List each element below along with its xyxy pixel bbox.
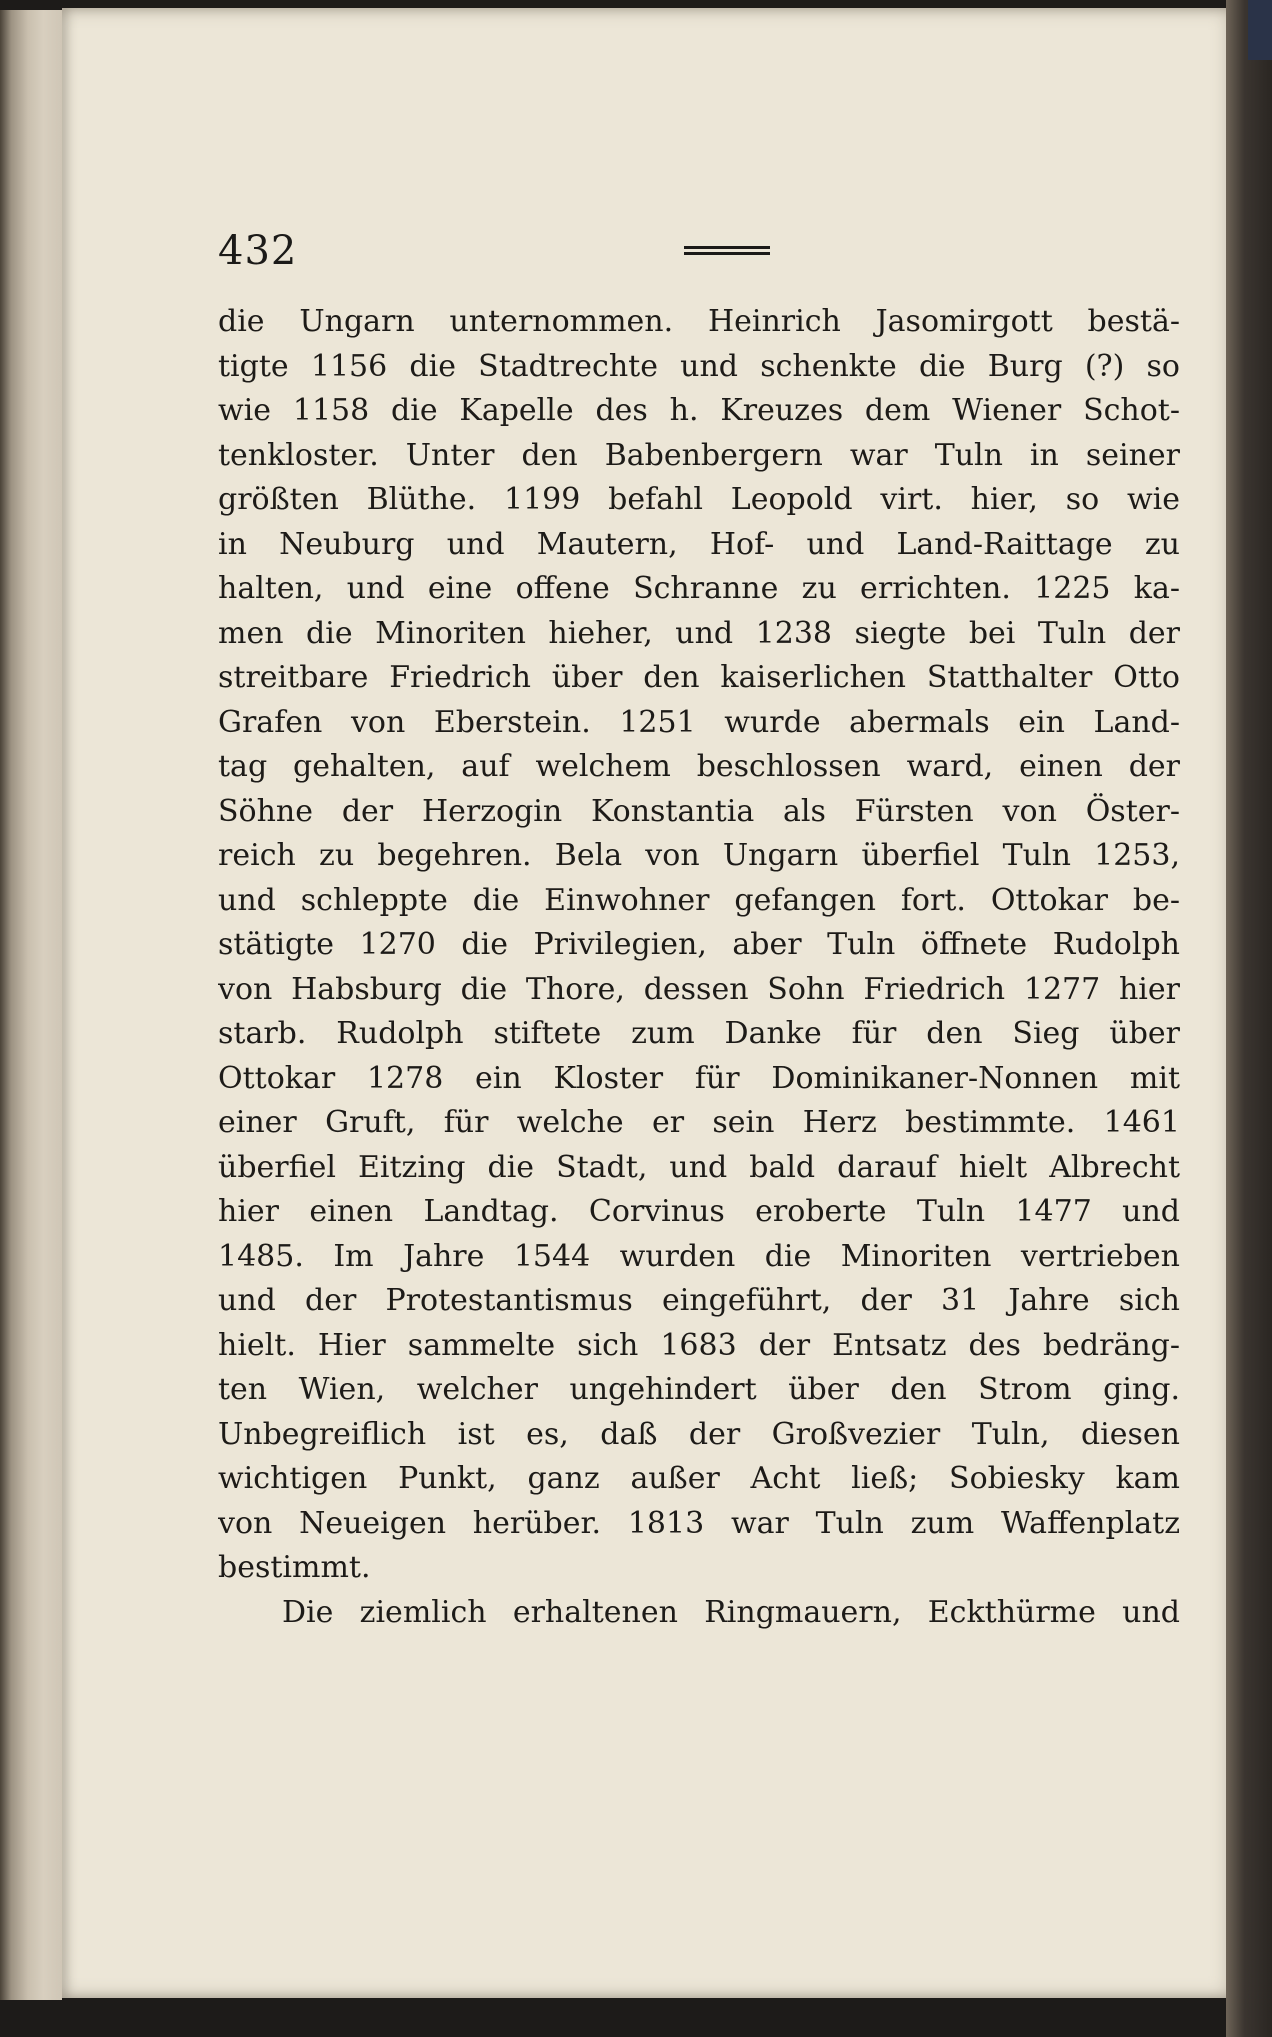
text-line: hielt. Hier sammelte sich 1683 der Entsatz des bedräng- xyxy=(218,1327,1180,1363)
text-line: starb. Rudolph stiftete zum Danke für den Sieg über xyxy=(218,1016,1180,1051)
text-line: Unbegreiflich ist es, daß der Großvezier Tuln, diesen xyxy=(218,1416,1180,1452)
text-line: einer Gruft, für welche er sein Herz bestimmte. 1461 xyxy=(218,1105,1180,1140)
text-line: hier einen Landtag. Corvinus eroberte Tuln 1477 und xyxy=(218,1194,1180,1229)
text-line: größten Blüthe. 1199 befahl Leopold virt. hier, so wie xyxy=(218,482,1180,517)
text-line: Grafen von Eberstein. 1251 wurde abermals ein Land- xyxy=(218,704,1180,740)
text-line: ten Wien, welcher ungehindert über den Strom ging. xyxy=(218,1372,1180,1407)
book-gutter xyxy=(1226,0,1272,2037)
text-line: Söhne der Herzogin Konstantia als Fürsten von Öster- xyxy=(218,793,1180,829)
text-line: überfiel Eitzing die Stadt, und bald darauf hielt Albrecht xyxy=(218,1149,1180,1185)
text-line: wichtigen Punkt, ganz außer Acht ließ; Sobiesky kam xyxy=(218,1461,1180,1496)
text-line: bestimmt. xyxy=(218,1550,371,1585)
text-line: und der Protestantismus eingeführt, der 31 Jahre sich xyxy=(218,1283,1180,1318)
text-line: tenkloster. Unter den Babenbergern war Tuln in seiner xyxy=(218,437,1180,473)
text-line: von Neueigen herüber. 1813 war Tuln zum Waffenplatz xyxy=(218,1505,1180,1541)
text-line: men die Minoriten hieher, und 1238 siegte bei Tuln der xyxy=(218,615,1180,651)
text-line: tag gehalten, auf welchem beschlossen ward, einen der xyxy=(218,749,1180,784)
text-line: und schleppte die Einwohner gefangen fort. Ottokar be- xyxy=(218,882,1180,918)
page-header xyxy=(218,228,1178,288)
page-number: 432 xyxy=(218,228,298,274)
text-line: wie 1158 die Kapelle des h. Kreuzes dem Wiener Schot- xyxy=(218,393,1180,428)
text-line: die Ungarn unternommen. Heinrich Jasomirgott bestä- xyxy=(218,304,1180,339)
text-line: reich zu begehren. Bela von Ungarn überfiel Tuln 1253, xyxy=(218,838,1180,873)
text-line: in Neuburg und Mautern, Hof- und Land-Raittage zu xyxy=(218,526,1180,562)
text-line: 1485. Im Jahre 1544 wurden die Minoriten vertrieben xyxy=(218,1238,1180,1274)
text-line: halten, und eine offene Schranne zu errichten. 1225 ka- xyxy=(218,571,1180,606)
text-line: stätigte 1270 die Privilegien, aber Tuln öffnete Rudolph xyxy=(218,927,1180,962)
body-text xyxy=(218,300,1180,1635)
header-rule xyxy=(684,246,770,256)
cover-corner xyxy=(1248,0,1272,60)
book-fore-edge xyxy=(0,10,62,2000)
text-line: streitbare Friedrich über den kaiserlichen Statthalter Otto xyxy=(218,660,1180,695)
text-line: von Habsburg die Thore, dessen Sohn Friedrich 1277 hier xyxy=(218,971,1180,1007)
text-line: tigte 1156 die Stadtrechte und schenkte die Burg (?) so xyxy=(218,348,1180,384)
text-line: Ottokar 1278 ein Kloster für Dominikaner-Nonnen mit xyxy=(218,1060,1180,1096)
text-line: Die ziemlich erhaltenen Ringmauern, Eckthürme und xyxy=(282,1594,1180,1630)
